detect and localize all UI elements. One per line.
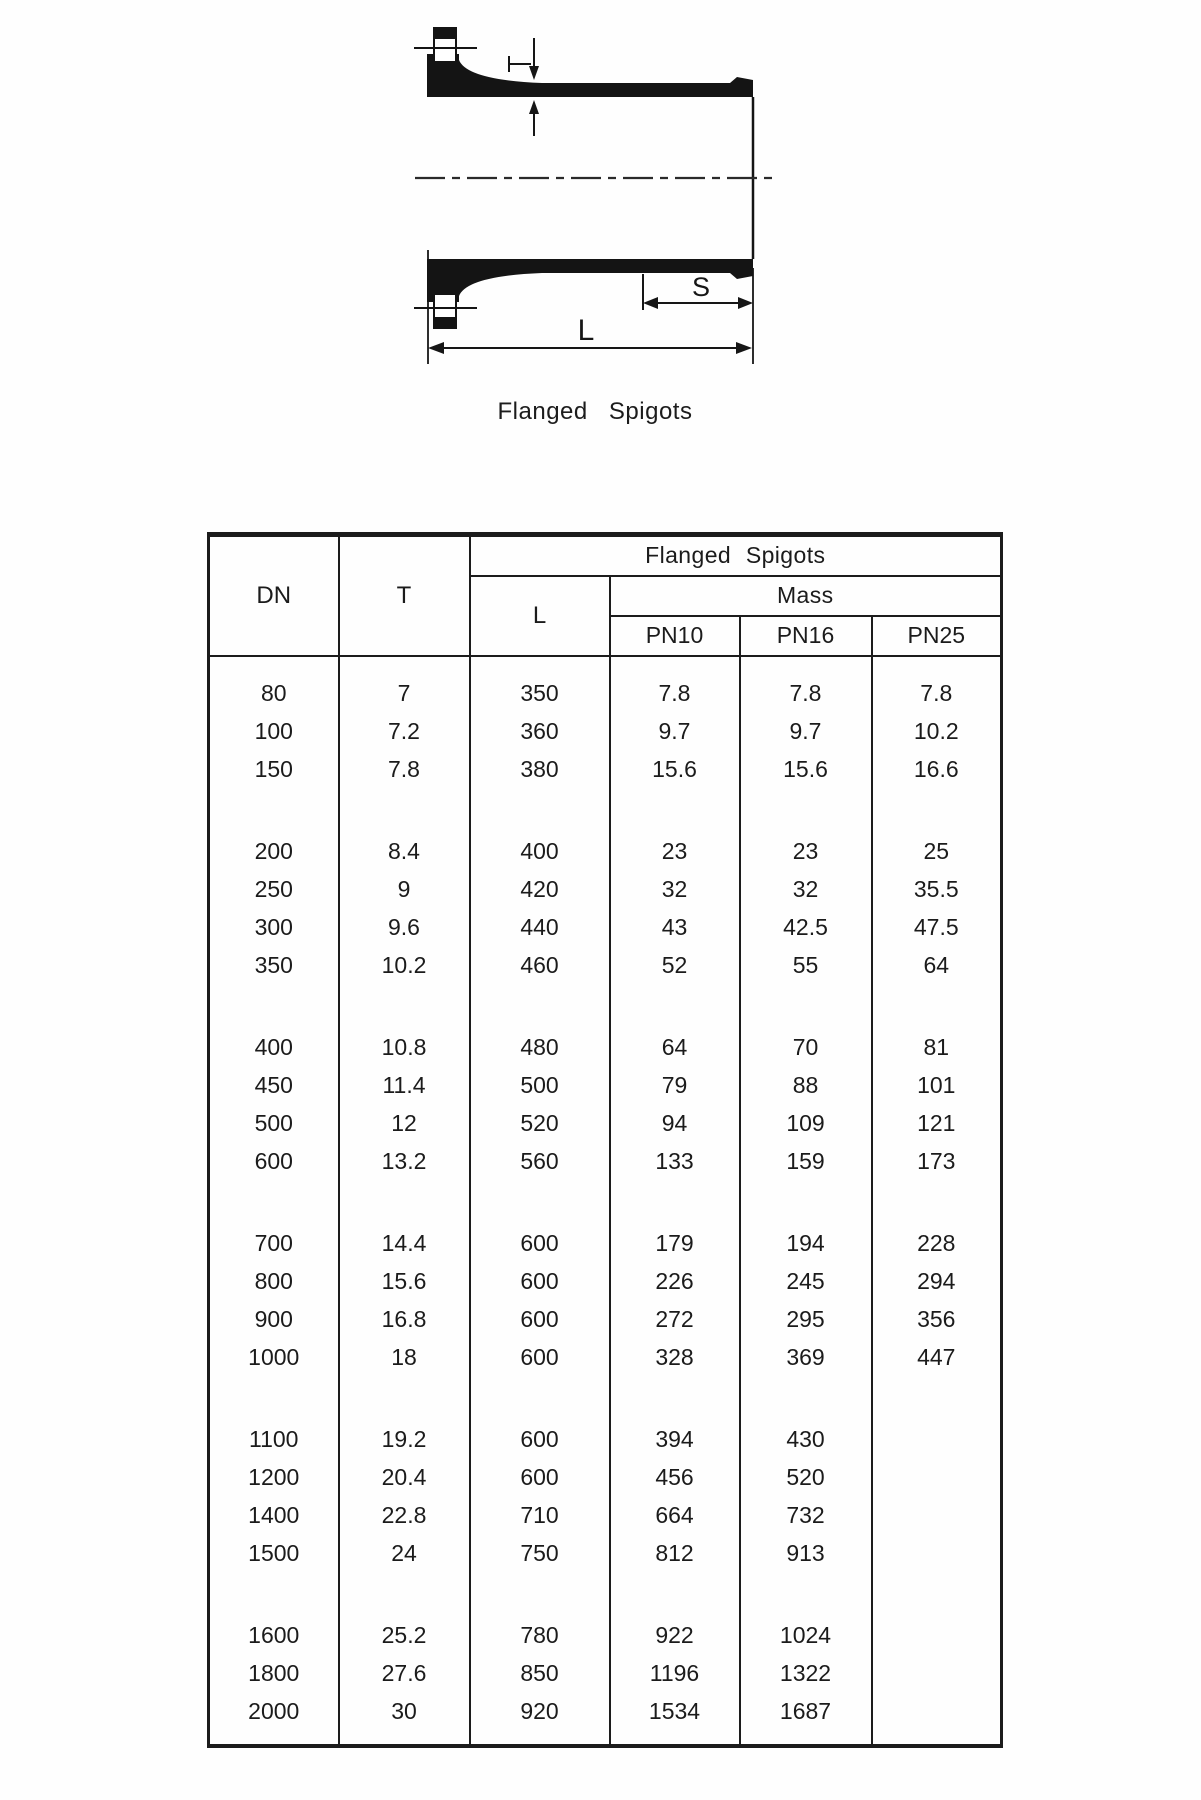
table-cell: 800 [209, 1263, 339, 1301]
spacer-cell [740, 656, 872, 675]
table-cell: 394 [610, 1421, 740, 1459]
table-cell: 600 [470, 1339, 610, 1377]
table-cell: 812 [610, 1535, 740, 1573]
spacer-cell [610, 1181, 740, 1225]
pipe-wall-top [427, 54, 753, 97]
spacer-cell [339, 1573, 470, 1617]
spacer-cell [740, 1731, 872, 1746]
table-row [209, 833, 1002, 871]
table-cell: 30 [339, 1693, 470, 1731]
table-cell: 42.5 [740, 909, 872, 947]
table-cell: 15.6 [339, 1263, 470, 1301]
table-cell: 1534 [610, 1693, 740, 1731]
table-cell: 7.8 [610, 675, 740, 713]
spacer-cell [470, 789, 610, 833]
table-cell: 295 [740, 1301, 872, 1339]
spacer-cell [470, 656, 610, 675]
spacer-cell [740, 789, 872, 833]
l-dimension [428, 314, 752, 354]
table-cell: 32 [740, 871, 872, 909]
column-header-pn10: PN10 [610, 616, 740, 656]
table-cell: 150 [209, 751, 339, 789]
table-row [209, 1339, 1002, 1377]
table-cell: 500 [470, 1067, 610, 1105]
spacer-cell [610, 656, 740, 675]
table-cell: 19.2 [339, 1421, 470, 1459]
table-cell [872, 1421, 1002, 1459]
table-cell: 430 [740, 1421, 872, 1459]
table-cell: 400 [209, 1029, 339, 1067]
spacer-cell [610, 1573, 740, 1617]
table-cell: 25 [872, 833, 1002, 871]
table-cell: 350 [209, 947, 339, 985]
table-cell: 520 [740, 1459, 872, 1497]
table-cell [872, 1655, 1002, 1693]
arrow-down-icon [529, 66, 539, 80]
table-cell: 1400 [209, 1497, 339, 1535]
table-row [209, 1029, 1002, 1067]
table-cell: 300 [209, 909, 339, 947]
table-cell: 27.6 [339, 1655, 470, 1693]
table-cell: 600 [209, 1143, 339, 1181]
table-cell: 9.7 [610, 713, 740, 751]
l-dimension-label: L [577, 314, 595, 347]
group-header-flanged-spigots: Flanged Spigots [470, 535, 1002, 576]
table-cell: 10.2 [872, 713, 1002, 751]
table-cell: 22.8 [339, 1497, 470, 1535]
spacer-cell [339, 1377, 470, 1421]
table-cell: 900 [209, 1301, 339, 1339]
table-cell: 664 [610, 1497, 740, 1535]
spacer-row [209, 985, 1002, 1029]
table-header [209, 535, 1002, 656]
spacer-cell [740, 1181, 872, 1225]
spacer-cell [610, 1731, 740, 1746]
table-cell: 560 [470, 1143, 610, 1181]
spacer-cell [610, 1377, 740, 1421]
table-row [209, 1301, 1002, 1339]
table-row [209, 1535, 1002, 1573]
table-cell: 1200 [209, 1459, 339, 1497]
spacer-cell [470, 1573, 610, 1617]
table-cell: 11.4 [339, 1067, 470, 1105]
spacer-row [209, 1181, 1002, 1225]
table-row [209, 871, 1002, 909]
table-cell: 43 [610, 909, 740, 947]
table-cell: 600 [470, 1459, 610, 1497]
spacer-row [209, 789, 1002, 833]
spacer-cell [470, 985, 610, 1029]
spacer-cell [872, 789, 1002, 833]
table-cell: 328 [610, 1339, 740, 1377]
table-cell: 7.2 [339, 713, 470, 751]
spacer-cell [740, 1573, 872, 1617]
table-cell: 10.8 [339, 1029, 470, 1067]
table-cell: 600 [470, 1263, 610, 1301]
table-cell [872, 1535, 1002, 1573]
table-cell: 1500 [209, 1535, 339, 1573]
flanged-spigots-table [207, 532, 1003, 1748]
table-cell: 500 [209, 1105, 339, 1143]
table-row [209, 675, 1002, 713]
table-cell: 8.4 [339, 833, 470, 871]
table-cell: 450 [209, 1067, 339, 1105]
spacer-cell [209, 1573, 339, 1617]
table-cell: 228 [872, 1225, 1002, 1263]
table-cell: 20.4 [339, 1459, 470, 1497]
table-cell: 7.8 [872, 675, 1002, 713]
table-cell: 70 [740, 1029, 872, 1067]
spacer-row [209, 1731, 1002, 1746]
table-cell: 2000 [209, 1693, 339, 1731]
table-cell: 55 [740, 947, 872, 985]
table-cell: 25.2 [339, 1617, 470, 1655]
table-cell: 23 [610, 833, 740, 871]
table-row [209, 1459, 1002, 1497]
group-header-mass: Mass [610, 576, 1002, 616]
diagram-caption: Flanged Spigots [497, 398, 693, 425]
table-cell: 440 [470, 909, 610, 947]
table-cell: 400 [470, 833, 610, 871]
table-row [209, 1143, 1002, 1181]
bolt-bottom [414, 294, 477, 329]
table-cell [872, 1617, 1002, 1655]
table-cell: 480 [470, 1029, 610, 1067]
table-cell: 35.5 [872, 871, 1002, 909]
spacer-cell [872, 1573, 1002, 1617]
spacer-cell [339, 789, 470, 833]
table-cell: 1687 [740, 1693, 872, 1731]
table-cell: 272 [610, 1301, 740, 1339]
table-cell: 9.7 [740, 713, 872, 751]
table-row [209, 1497, 1002, 1535]
spacer-cell [610, 985, 740, 1029]
table-cell: 7.8 [740, 675, 872, 713]
table-cell: 16.8 [339, 1301, 470, 1339]
table-cell: 600 [470, 1421, 610, 1459]
spacer-cell [209, 1377, 339, 1421]
table-cell: 1024 [740, 1617, 872, 1655]
table-cell: 173 [872, 1143, 1002, 1181]
spacer-cell [339, 1181, 470, 1225]
table-cell: 913 [740, 1535, 872, 1573]
spacer-cell [209, 985, 339, 1029]
table-cell: 250 [209, 871, 339, 909]
table-cell: 700 [209, 1225, 339, 1263]
table-cell: 7 [339, 675, 470, 713]
column-header-dn: DN [209, 535, 339, 656]
table-cell: 133 [610, 1143, 740, 1181]
spacer-cell [339, 656, 470, 675]
table-row [209, 1655, 1002, 1693]
table-cell: 226 [610, 1263, 740, 1301]
table-cell: 109 [740, 1105, 872, 1143]
table-cell: 94 [610, 1105, 740, 1143]
spacer-cell [872, 1181, 1002, 1225]
spacer-cell [339, 985, 470, 1029]
table-cell: 732 [740, 1497, 872, 1535]
table-cell: 600 [470, 1225, 610, 1263]
table-cell: 850 [470, 1655, 610, 1693]
table-cell: 9 [339, 871, 470, 909]
table-cell: 81 [872, 1029, 1002, 1067]
table-cell: 200 [209, 833, 339, 871]
table-cell: 13.2 [339, 1143, 470, 1181]
table-cell: 1600 [209, 1617, 339, 1655]
table-row [209, 1067, 1002, 1105]
spacer-cell [470, 1181, 610, 1225]
table-cell: 520 [470, 1105, 610, 1143]
table-row [209, 1693, 1002, 1731]
table-row [209, 1105, 1002, 1143]
table-cell [872, 1497, 1002, 1535]
table-cell: 159 [740, 1143, 872, 1181]
spacer-cell [872, 985, 1002, 1029]
spacer-cell [872, 1377, 1002, 1421]
table-cell: 380 [470, 751, 610, 789]
table-cell: 18 [339, 1339, 470, 1377]
table-row [209, 1263, 1002, 1301]
table-cell: 750 [470, 1535, 610, 1573]
table-cell: 47.5 [872, 909, 1002, 947]
table-row [209, 909, 1002, 947]
spacer-cell [740, 1377, 872, 1421]
table-row [209, 947, 1002, 985]
table-cell: 100 [209, 713, 339, 751]
table-cell: 88 [740, 1067, 872, 1105]
table-cell: 245 [740, 1263, 872, 1301]
spacer-row [209, 656, 1002, 675]
spacer-cell [209, 789, 339, 833]
table-cell: 16.6 [872, 751, 1002, 789]
table-cell: 24 [339, 1535, 470, 1573]
spacer-cell [610, 789, 740, 833]
table-cell [872, 1693, 1002, 1731]
table-cell: 23 [740, 833, 872, 871]
table-cell: 7.8 [339, 751, 470, 789]
spacer-row [209, 1573, 1002, 1617]
spacer-cell [872, 1731, 1002, 1746]
table-cell: 600 [470, 1301, 610, 1339]
column-header-pn16: PN16 [740, 616, 872, 656]
table-row [209, 751, 1002, 789]
table-cell: 1196 [610, 1655, 740, 1693]
table-cell: 79 [610, 1067, 740, 1105]
table-cell: 356 [872, 1301, 1002, 1339]
table-cell: 194 [740, 1225, 872, 1263]
table-cell: 456 [610, 1459, 740, 1497]
spacer-cell [209, 1181, 339, 1225]
table-cell: 15.6 [610, 751, 740, 789]
table-cell: 1000 [209, 1339, 339, 1377]
table-cell: 64 [872, 947, 1002, 985]
table-cell: 101 [872, 1067, 1002, 1105]
arrow-up-icon [529, 100, 539, 114]
table-cell: 350 [470, 675, 610, 713]
spacer-cell [470, 1377, 610, 1421]
table-cell: 52 [610, 947, 740, 985]
table-row [209, 1225, 1002, 1263]
table-cell: 360 [470, 713, 610, 751]
spacer-cell [470, 1731, 610, 1746]
table-cell: 14.4 [339, 1225, 470, 1263]
column-header-t: T [339, 535, 470, 656]
table-cell: 1322 [740, 1655, 872, 1693]
table-cell: 922 [610, 1617, 740, 1655]
column-header-pn25: PN25 [872, 616, 1002, 656]
table-cell: 460 [470, 947, 610, 985]
bolt-top [414, 27, 477, 62]
table-cell: 64 [610, 1029, 740, 1067]
table-cell: 780 [470, 1617, 610, 1655]
table-cell: 80 [209, 675, 339, 713]
table-cell: 9.6 [339, 909, 470, 947]
spacer-row [209, 1377, 1002, 1421]
table-cell: 369 [740, 1339, 872, 1377]
spacer-cell [872, 656, 1002, 675]
table-cell: 10.2 [339, 947, 470, 985]
table-cell: 294 [872, 1263, 1002, 1301]
table-cell: 420 [470, 871, 610, 909]
table-row [209, 1421, 1002, 1459]
table-cell: 710 [470, 1497, 610, 1535]
table-body [209, 656, 1002, 1746]
table-cell: 32 [610, 871, 740, 909]
column-header-l: L [470, 576, 610, 656]
s-dimension-label: S [691, 272, 711, 302]
table-row [209, 1617, 1002, 1655]
table-cell: 15.6 [740, 751, 872, 789]
table-cell: 12 [339, 1105, 470, 1143]
table-cell [872, 1459, 1002, 1497]
table-cell: 1800 [209, 1655, 339, 1693]
table-cell: 121 [872, 1105, 1002, 1143]
spacer-cell [209, 656, 339, 675]
spacer-cell [339, 1731, 470, 1746]
table-cell: 179 [610, 1225, 740, 1263]
table-cell: 447 [872, 1339, 1002, 1377]
table-cell: 920 [470, 1693, 610, 1731]
spacer-cell [740, 985, 872, 1029]
table-row [209, 713, 1002, 751]
spacer-cell [209, 1731, 339, 1746]
table-cell: 1100 [209, 1421, 339, 1459]
